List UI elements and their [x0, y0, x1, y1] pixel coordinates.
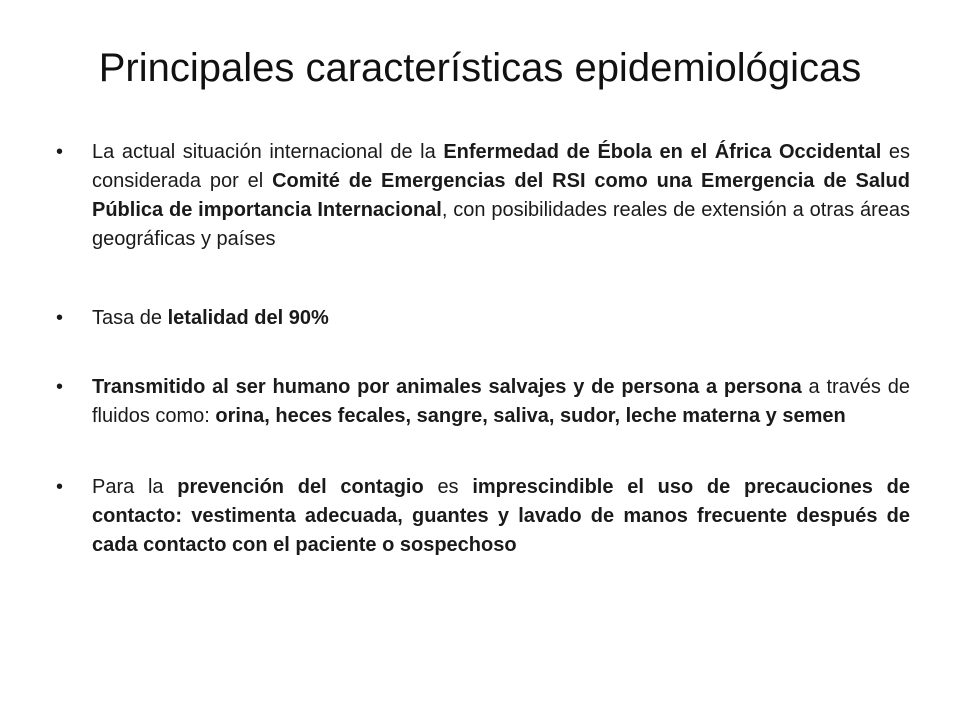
- bullet-marker: •: [56, 376, 64, 398]
- bullet-text-run: es considerada por el: [92, 141, 910, 192]
- bullet-item: [56, 473, 910, 560]
- bullet-text-run: , con posibilidades reales de extensión a otras áreas geográficas y países: [92, 199, 910, 250]
- bullet-marker: •: [56, 476, 64, 498]
- bullet-item: [56, 304, 910, 333]
- bullet-text-bold: orina, heces fecales, sangre, saliva, sudor, leche materna y semen: [215, 405, 846, 427]
- slide-title: Principales características epidemiológicas: [98, 46, 862, 90]
- bullet-item: [56, 138, 910, 254]
- bullet-text-run: Tasa de: [92, 307, 168, 329]
- bullet-item: [56, 373, 910, 431]
- bullet-text: [92, 476, 910, 556]
- bullet-marker: •: [56, 141, 64, 163]
- bullet-text-run: es: [423, 476, 473, 498]
- bullet-text-bold: Transmitido al ser humano por animales salvajes y de persona a persona: [92, 376, 802, 398]
- bullet-text-bold: Comité de Emergencias del RSI como una Emergencia de Salud Pública de importancia Internacional: [92, 170, 910, 221]
- bullet-marker: •: [56, 307, 64, 329]
- bullet-text-bold: prevención del contagio: [177, 476, 424, 498]
- bullet-text: [92, 376, 910, 427]
- bullet-text-bold: imprescindible el uso de precauciones de contacto: vestimenta adecuada, guantes y lavado de manos frecuente después de cada contacto con el paciente o sospechoso: [92, 476, 911, 556]
- bullet-list: [56, 138, 910, 560]
- bullet-text-bold: letalidad del 90%: [167, 307, 329, 329]
- bullet-text-run: Para la: [92, 476, 178, 498]
- bullet-text-bold: Enfermedad de Ébola en el África Occidental: [443, 141, 882, 163]
- bullet-text: [92, 141, 910, 250]
- bullet-text: [92, 307, 329, 329]
- bullet-text-run: La actual situación internacional de la: [92, 141, 444, 163]
- bullet-text-run: a través de fluidos como:: [92, 376, 910, 427]
